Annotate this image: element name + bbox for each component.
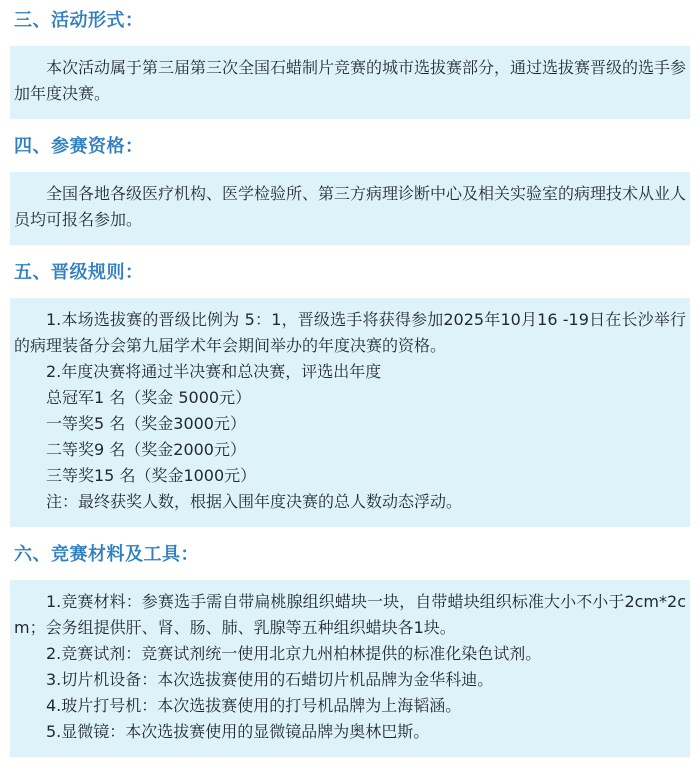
section-box-activity-format	[10, 46, 690, 119]
paragraph-note: 注：最终获奖人数，根据入围年度决赛的总人数动态浮动。	[46, 492, 463, 511]
section-heading-activity-format: 三、活动形式：	[14, 10, 144, 31]
paragraph-prize-first: 一等奖5 名（奖金3000元）	[46, 414, 246, 433]
paragraph-materials: 1.竞赛材料：参赛选手需自带扁桃腺组织蜡块一块，自带蜡块组织标准大小不小于2cm*2cm；会务组提供肝、肾、肠、肺、乳腺等五种组织蜡块各1块。	[14, 592, 686, 637]
paragraph: 本次活动属于第三届第三次全国石蜡制片竞赛的城市选拔赛部分，通过选拔赛晋级的选手参加年度决赛。	[14, 58, 687, 103]
paragraph-reagents: 2.竞赛试剂：竞赛试剂统一使用北京九州柏林提供的标准化染色试剂。	[46, 644, 542, 663]
section-materials-tools	[10, 544, 690, 757]
paragraph-prize-champion: 总冠军1 名（奖金 5000元）	[46, 388, 252, 407]
section-eligibility	[10, 136, 690, 245]
paragraph-microtome: 3.切片机设备：本次选拔赛使用的石蜡切片机品牌为金华科迪。	[46, 670, 494, 689]
section-heading-materials-tools: 六、竞赛材料及工具：	[14, 544, 199, 565]
paragraph: 全国各地各级医疗机构、医学检验所、第三方病理诊断中心及相关实验室的病理技术从业人员均可报名参加。	[14, 184, 687, 229]
paragraph-prize-second: 二等奖9 名（奖金2000元）	[46, 440, 246, 459]
section-box-eligibility	[10, 172, 690, 245]
paragraph: 2.年度决赛将通过半决赛和总决赛，评选出年度	[46, 362, 382, 381]
section-heading-eligibility: 四、参赛资格：	[14, 136, 144, 157]
section-promotion-rules	[10, 262, 690, 527]
paragraph-microscope: 5.显微镜：本次选拔赛使用的显微镜品牌为奥林巴斯。	[46, 722, 430, 741]
section-box-promotion-rules	[10, 298, 690, 527]
paragraph-slide-printer: 4.玻片打号机：本次选拔赛使用的打号机品牌为上海韬涵。	[46, 696, 462, 715]
section-box-materials-tools	[10, 580, 690, 757]
paragraph: 1.本场选拔赛的晋级比例为 5：1，晋级选手将获得参加2025年10月16 -19日在长沙举行的病理装备分会第九届学术年会期间举办的年度决赛的资格。	[14, 310, 686, 355]
section-heading-promotion-rules: 五、晋级规则：	[14, 262, 144, 283]
paragraph-prize-third: 三等奖15 名（奖金1000元）	[46, 466, 257, 485]
section-activity-format	[10, 10, 690, 119]
